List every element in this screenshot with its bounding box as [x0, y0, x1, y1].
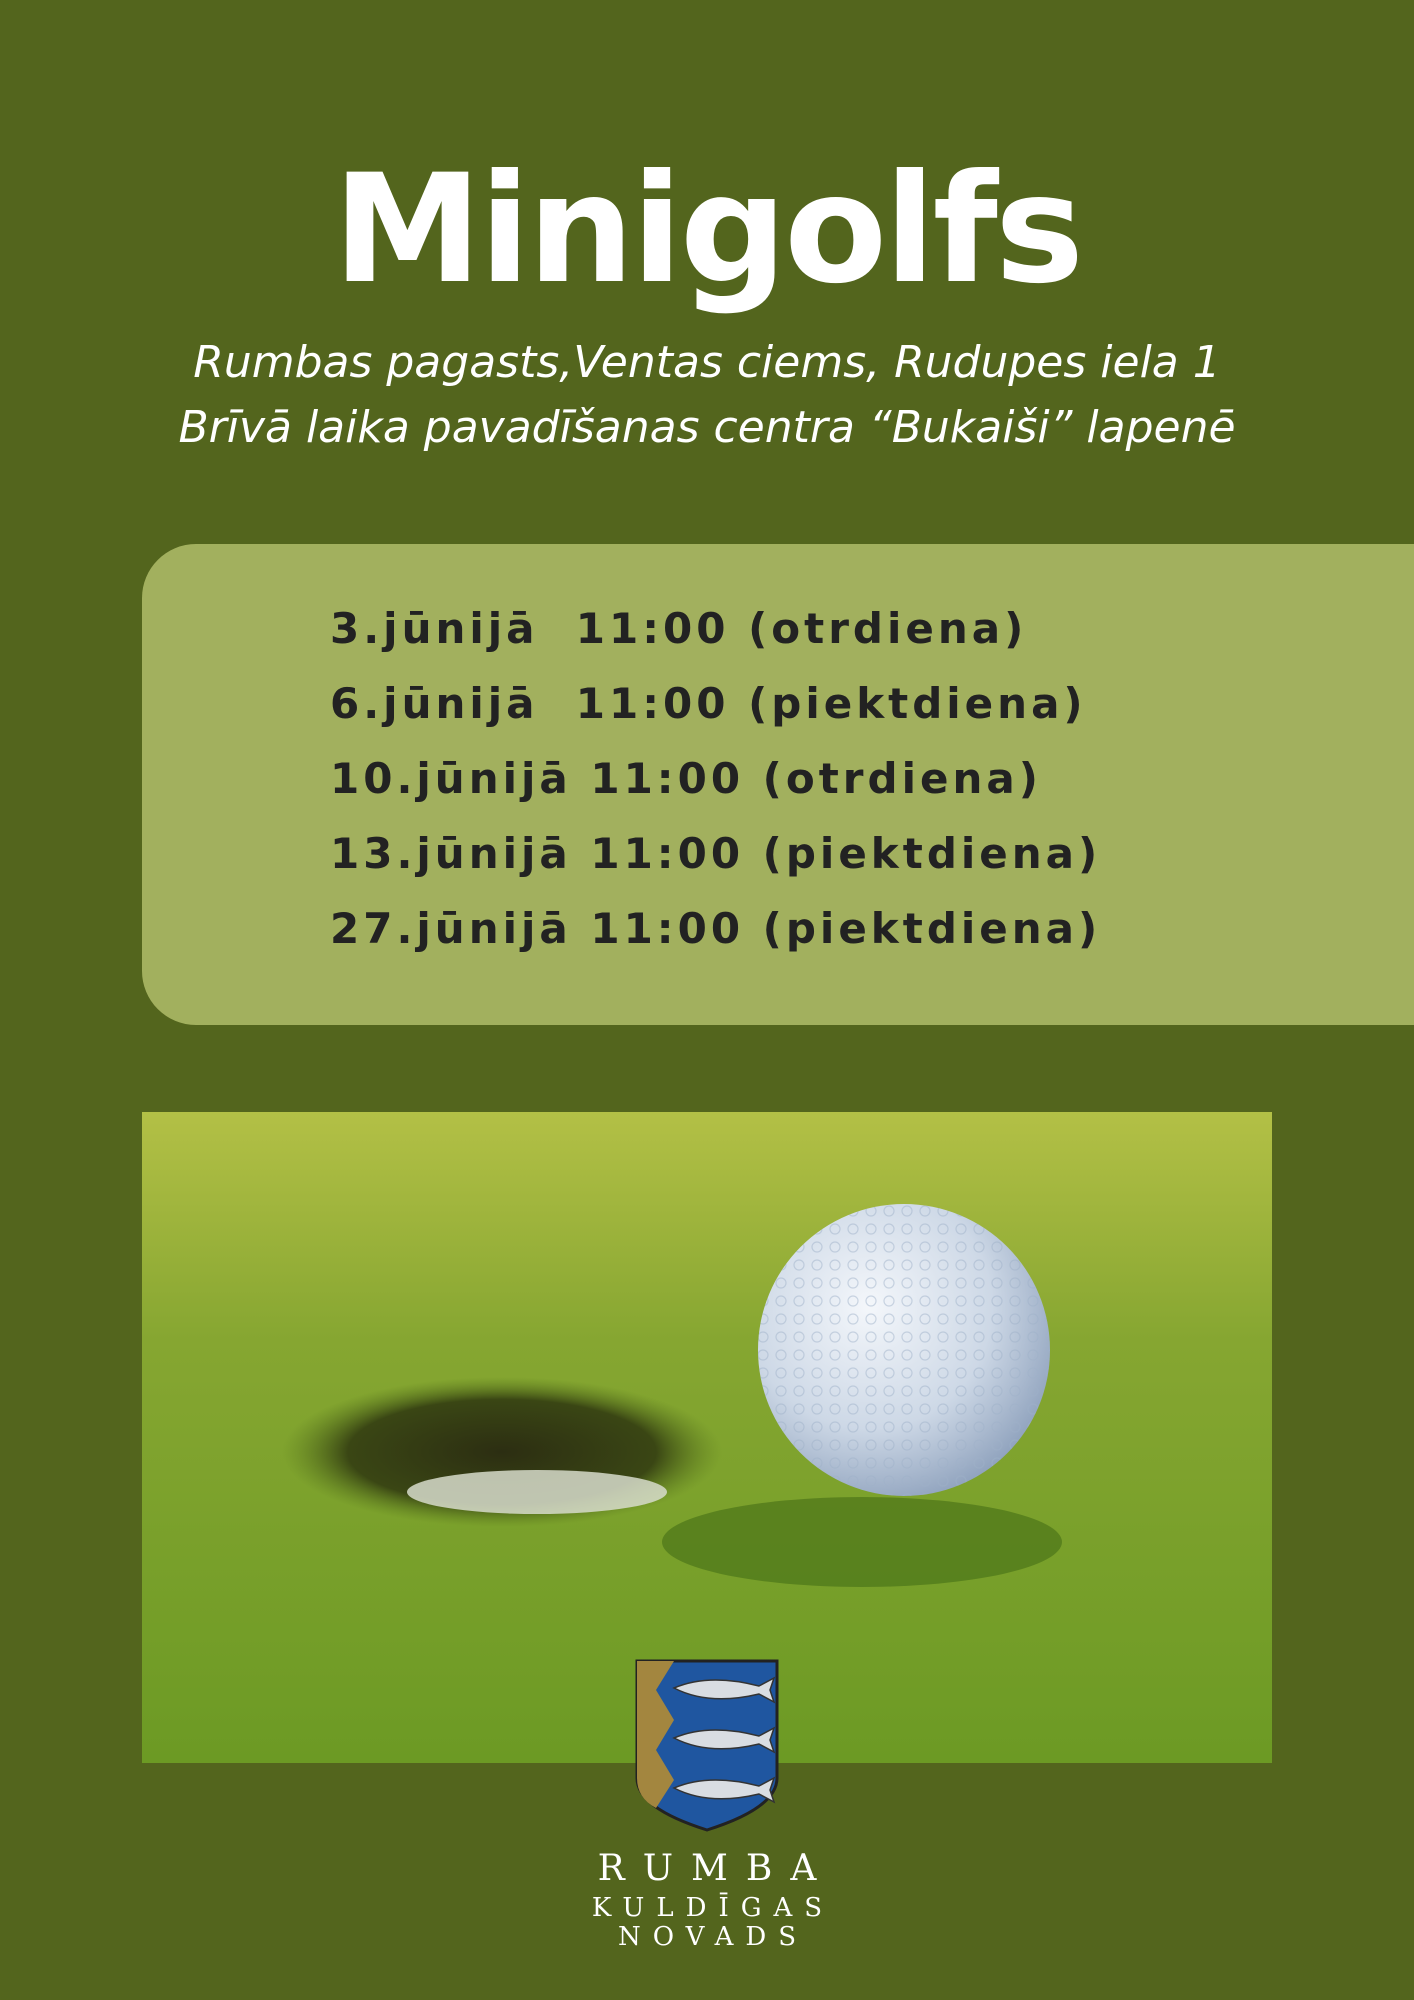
- schedule-row: 13.jūnijā 11:00 (piektdiena): [330, 829, 1102, 878]
- address-line-1: Rumbas pagasts,Ventas ciems, Rudupes iela 1: [193, 337, 1221, 388]
- schedule-row: 3.jūnijā 11:00 (otrdiena): [330, 604, 1028, 653]
- brand-district: NOVADS: [617, 1922, 809, 1952]
- schedule-row: 10.jūnijā 11:00 (otrdiena): [330, 754, 1042, 803]
- brand-region: KULDĪGAS: [591, 1893, 835, 1923]
- page-title: Minigolfs: [332, 143, 1082, 317]
- schedule-row: 27.jūnijā 11:00 (piektdiena): [330, 904, 1102, 953]
- address-line-2: Brīvā laika pavadīšanas centra “Bukaiši” lapenē: [178, 402, 1236, 453]
- brand-name: RUMBA: [597, 1848, 835, 1889]
- schedule-row: 6.jūnijā 11:00 (piektdiena): [330, 679, 1087, 728]
- coat-of-arms-three-fish-icon: [634, 1658, 780, 1832]
